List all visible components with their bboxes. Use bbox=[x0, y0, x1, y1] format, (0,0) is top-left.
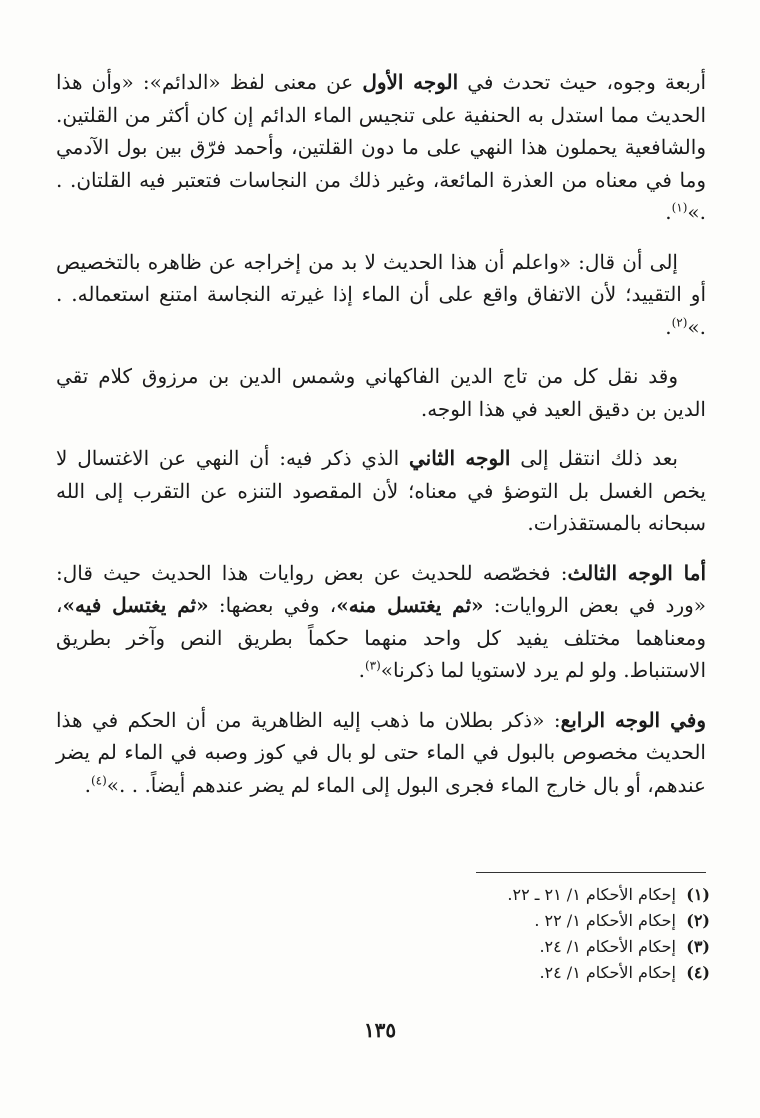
text-segment: ، وفي بعضها: bbox=[208, 593, 337, 617]
bold-quote: «ثم يغتسل منه» bbox=[336, 593, 484, 617]
footnote-number: (١) bbox=[686, 885, 710, 904]
paragraph-5 bbox=[56, 557, 706, 687]
footnote-text: إحكام الأحكام ١/ ٢٤. bbox=[539, 937, 676, 956]
footnote-text: إحكام الأحكام ١/ ٢١ ـ ٢٢. bbox=[507, 885, 676, 904]
bold-heading: أما الوجه الثالث bbox=[567, 560, 707, 585]
text-segment: عن معنى لفظ «الدائم»: «وأن هذا الحديث مما استدل به الحنفية على تنجيس الماء الدائم إن كان أكثر من القلتين. والشافعية يحملون هذا النهي على ما دون القلتين، وأحمد فرّق بين بول الآدمي وما في معناه من العذرة المائعة، وغير ذلك من النجاسات فتعتبر فيه القلتان. . .» bbox=[56, 70, 706, 224]
paragraph-4 bbox=[56, 442, 706, 540]
footnote-item bbox=[380, 960, 710, 986]
footnote-item bbox=[380, 908, 710, 934]
paragraph-3 bbox=[56, 360, 706, 425]
text-segment: أربعة وجوه، حيث تحدث في bbox=[458, 70, 707, 94]
bold-heading: وفي الوجه الرابع bbox=[560, 707, 706, 732]
text-segment: بعد ذلك انتقل إلى bbox=[510, 446, 678, 470]
text-segment: ، ومعناهما مختلف يفيد كل واحد منهما حكماً بطريق النص وآخر بطريق الاستنباط. ولو لم يرد لاستويا لما ذكرنا» bbox=[56, 593, 706, 682]
page-number: ١٣٥ bbox=[363, 1018, 397, 1042]
footnote-divider bbox=[476, 872, 706, 873]
text-segment: : فخصّصه للحديث عن بعض روايات هذا الحديث حيث قال: «ورد في بعض الروايات: bbox=[56, 560, 707, 617]
text-segment: إلى أن قال: «واعلم أن هذا الحديث لا بد من إخراجه عن ظاهره بالتخصيص أو التقييد؛ لأن الاتفاق واقع على أن الماء إذا غيرته النجاسة امتنع استعماله. . .» bbox=[56, 249, 706, 339]
paragraph-6 bbox=[56, 704, 706, 802]
footnote-number: (٢) bbox=[686, 911, 710, 930]
paragraph-1 bbox=[56, 66, 706, 229]
text-segment: . bbox=[665, 314, 672, 339]
footnote-number: (٤) bbox=[686, 963, 710, 982]
text-segment: . bbox=[358, 658, 365, 682]
text-segment: وقد نقل كل من تاج الدين الفاكهاني وشمس الدين بن مرزوق كلام تقي الدين بن دقيق العيد في هذا الوجه. bbox=[56, 364, 706, 421]
bold-heading: الوجه الثاني bbox=[409, 446, 511, 470]
footnote-text: إحكام الأحكام ١/ ٢٤. bbox=[539, 963, 676, 982]
footnote-ref: (٢) bbox=[671, 314, 688, 329]
footnote-ref: (٣) bbox=[364, 658, 381, 673]
footnote-ref: (١) bbox=[671, 200, 688, 215]
text-segment: . bbox=[665, 200, 672, 224]
text-segment: الذي ذكر فيه: أن النهي عن الاغتسال لا يخص الغسل بل التوضؤ في معناه؛ لأن المقصود التنزه عن التقرب إلى الله سبحانه بالمستقذرات. bbox=[56, 446, 706, 535]
footnote-number: (٣) bbox=[686, 937, 710, 956]
footnotes bbox=[380, 882, 710, 986]
bold-heading: الوجه الأول bbox=[362, 70, 459, 94]
footnote-text: إحكام الأحكام ١/ ٢٢ . bbox=[534, 911, 676, 930]
paragraph-2 bbox=[56, 246, 706, 344]
bold-quote: «ثم يغتسل فيه» bbox=[62, 593, 209, 617]
text-segment: . bbox=[84, 772, 91, 797]
text-segment: : «ذكر بطلان ما ذهب إليه الظاهرية من أن الحكم في هذا الحديث مخصوص بالبول في الماء حتى لو بال في كوز وصبه في الماء لم يضر عندهم، أو بال خارج الماء فجرى البول إلى الماء لم يضر عندهم أيضاً. . .» bbox=[56, 707, 706, 797]
main-text bbox=[56, 66, 706, 818]
footnote-item bbox=[380, 934, 710, 960]
footnote-item bbox=[380, 882, 710, 908]
footnote-ref: (٤) bbox=[90, 772, 107, 787]
